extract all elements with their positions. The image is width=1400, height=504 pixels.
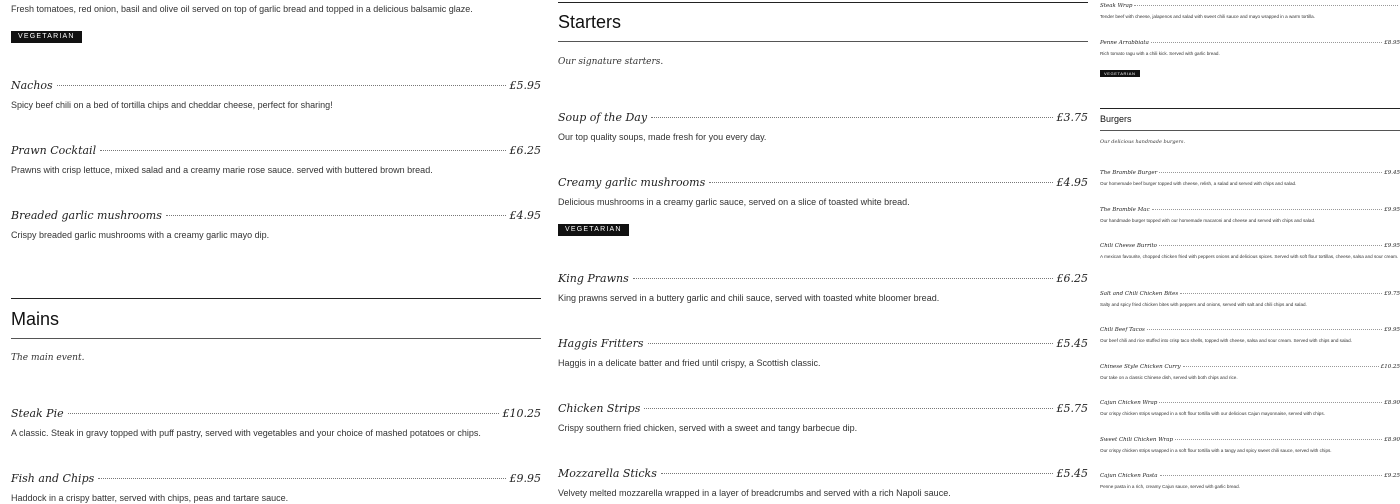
item-description: King prawns served in a buttery garlic and chili sauce, served with toasted white bloomer bread. [558, 293, 940, 303]
item-price: £9.95 [1384, 207, 1400, 213]
menu-item [1100, 170, 1400, 187]
item-name: Fish and Chips [11, 472, 95, 485]
leader-dots [98, 478, 505, 479]
item-price: £10.25 [1380, 364, 1400, 370]
item-description: Our beef chili and rice stuffed into crisp taco shells, topped with cheese, salsa and sour cream. Served with chips and salad. [1100, 338, 1352, 343]
item-name: The Bramble Burger [1100, 170, 1158, 176]
menu-item [1100, 327, 1400, 344]
leader-dots [1180, 293, 1382, 294]
item-name: Prawn Cocktail [11, 144, 97, 157]
item-description: Crispy southern fried chicken, served with a sweet and tangy barbecue dip. [558, 423, 858, 433]
section-divider [1100, 130, 1400, 131]
item-name: Chili Cheese Burrito [1100, 243, 1157, 249]
item-price: £6.25 [509, 144, 541, 157]
item-name: Steak Wrap [1100, 3, 1133, 9]
menu-item [558, 111, 1088, 143]
menu-item [1100, 207, 1400, 224]
item-price: £5.95 [509, 79, 541, 92]
item-price: £9.75 [1384, 291, 1400, 297]
menu-item [1100, 291, 1400, 308]
item-name: Penne Arrabbiata [1100, 40, 1149, 46]
item-description: Spicy beef chili on a bed of tortilla chips and cheddar cheese, perfect for sharing! [11, 100, 333, 110]
item-description: Haggis in a delicate batter and fried until crispy, a Scottish classic. [558, 358, 821, 368]
leader-dots [166, 215, 506, 216]
item-description: A mexican favourite, chopped chicken fried with peppers onions and delicious spices. Served with soft flour tortillas, cheese, salsa and sour cream. [1100, 254, 1399, 259]
menu-item [11, 144, 541, 176]
leader-dots [1160, 475, 1383, 476]
item-description: Prawns with crisp lettuce, mixed salad and a creamy marie rose sauce. served with buttered brown bread. [11, 165, 433, 175]
vegetarian-badge: VEGETARIAN [11, 31, 82, 43]
item-description: Our take on a classic Chinese dish, served with both chips and rice. [1100, 375, 1238, 380]
item-price: £9.95 [509, 472, 541, 485]
item-name: Cajun Chicken Wrap [1100, 400, 1158, 406]
item-price: £9.45 [1384, 170, 1400, 176]
menu-item [1100, 3, 1400, 20]
leader-dots [57, 85, 506, 86]
section-subtitle: Our signature starters. [558, 57, 664, 67]
menu-item [1100, 40, 1400, 80]
item-description: Our top quality soups, made fresh for you every day. [558, 132, 767, 142]
item-name: Creamy garlic mushrooms [558, 176, 706, 189]
item-description: Salty and spicy fried chicken bites with peppers and onions, served with salt and chili chips and salad. [1100, 302, 1307, 307]
item-price: £10.25 [502, 407, 541, 420]
leader-dots [1151, 42, 1382, 43]
item-description: Crispy breaded garlic mushrooms with a creamy garlic mayo dip. [11, 230, 270, 240]
leader-dots [1134, 5, 1398, 6]
item-description: Penne pasta in a rich, creamy Cajun sauce, served with garlic bread. [1100, 484, 1240, 489]
item-price: £9.95 [1384, 327, 1400, 333]
item-price: £5.75 [1056, 402, 1088, 415]
leader-dots [1183, 366, 1379, 367]
section-title-burgers: Burgers [1100, 114, 1132, 124]
item-description: A classic. Steak in gravy topped with puff pastry, served with vegetables and your choice of mashed potatoes or chips. [11, 428, 481, 438]
vegetarian-badge: VEGETARIAN [558, 224, 629, 236]
item-price: £4.95 [1056, 176, 1088, 189]
item-price: £9.25 [1384, 473, 1400, 479]
section-divider [558, 41, 1088, 42]
item-name: Mozzarella Sticks [558, 467, 657, 480]
menu-item [11, 472, 541, 504]
vegetarian-badge: VEGETARIAN [1100, 70, 1140, 77]
item-name: Cajun Chicken Pasta [1100, 473, 1158, 479]
item-price: £5.45 [1056, 337, 1088, 350]
section-divider [11, 298, 541, 299]
item-price: £6.25 [1056, 272, 1088, 285]
leader-dots [1159, 245, 1382, 246]
leader-dots [1175, 439, 1382, 440]
section-title-mains: Mains [11, 309, 60, 329]
item-name: King Prawns [558, 272, 629, 285]
item-price: £5.45 [1056, 467, 1088, 480]
menu-item [558, 272, 1088, 304]
item-price: £9.95 [1384, 243, 1400, 249]
item-name: Haggis Fritters [558, 337, 644, 350]
menu-item [11, 79, 541, 111]
item-name: Steak Pie [11, 407, 64, 420]
item-name: Salt and Chili Chicken Bites [1100, 291, 1179, 297]
item-price: £8.95 [1384, 40, 1400, 46]
menu-item [11, 209, 541, 241]
menu-item [1100, 243, 1400, 260]
item-price: £8.90 [1384, 400, 1400, 406]
item-description: Our crispy chicken strips wrapped in a soft flour tortilla with our delicious Cajun mayonnaise, served with chips. [1100, 411, 1325, 416]
section-divider [1100, 108, 1400, 109]
leader-dots [633, 278, 1053, 279]
item-name: Sweet Chili Chicken Wrap [1100, 437, 1174, 443]
item-price: £4.95 [509, 209, 541, 222]
leader-dots [648, 343, 1053, 344]
item-description: Velvety melted mozzarella wrapped in a layer of breadcrumbs and served with a rich Napoli sauce. [558, 488, 951, 498]
menu-item [1100, 364, 1400, 381]
item-name: Soup of the Day [558, 111, 648, 124]
item-name: The Bramble Mac [1100, 207, 1150, 213]
leader-dots [100, 150, 505, 151]
menu-item [1100, 437, 1400, 454]
leader-dots [709, 182, 1052, 183]
item-name: Chinese Style Chicken Curry [1100, 364, 1181, 370]
section-subtitle: The main event. [11, 353, 85, 363]
item-description: Our homemade beef burger topped with cheese, relish, a salad and served with chips and salad. [1100, 181, 1297, 186]
leader-dots [68, 413, 499, 414]
item-name: Nachos [11, 79, 53, 92]
menu-item [558, 176, 1088, 236]
item-name: Chicken Strips [558, 402, 641, 415]
menu-item [1100, 473, 1400, 490]
leader-dots [1152, 209, 1383, 210]
item-name: Chili Beef Tacos [1100, 327, 1145, 333]
menu-item [558, 402, 1088, 434]
menu-item [11, 3, 541, 43]
item-description: Delicious mushrooms in a creamy garlic sauce, served on a slice of toasted white bread. [558, 197, 910, 207]
leader-dots [661, 473, 1053, 474]
item-price: £3.75 [1056, 111, 1088, 124]
menu-item [1100, 400, 1400, 417]
section-divider [11, 338, 541, 339]
menu-item [11, 407, 541, 439]
item-description: Haddock in a crispy batter, served with chips, peas and tartare sauce. [11, 493, 289, 503]
leader-dots [644, 408, 1052, 409]
section-title-starters: Starters [558, 12, 622, 32]
leader-dots [651, 117, 1052, 118]
leader-dots [1147, 329, 1382, 330]
item-price: £8.90 [1384, 437, 1400, 443]
item-description: Tender beef with cheese, jalapenos and salad with sweet chili sauce and mayo wrapped in a warm tortilla. [1100, 14, 1316, 19]
item-description: Our handmade burger topped with our homemade macaroni and cheese and served with chips and salad. [1100, 218, 1316, 223]
leader-dots [1159, 172, 1382, 173]
section-subtitle: Our delicious handmade burgers. [1100, 139, 1186, 145]
leader-dots [1159, 402, 1382, 403]
item-description: Our crispy chicken strips wrapped in a soft flour tortilla with a tangy and spicy sweet chili sauce, served with chips. [1100, 448, 1332, 453]
item-name: Breaded garlic mushrooms [11, 209, 162, 222]
section-divider [558, 2, 1088, 3]
menu-item [558, 337, 1088, 369]
item-description: Fresh tomatoes, red onion, basil and olive oil served on top of garlic bread and topped in a delicious balsamic glaze. [11, 4, 473, 14]
item-description: Rich tomato ragu with a chili kick. Served with garlic bread. [1100, 51, 1220, 56]
menu-item [558, 467, 1088, 499]
